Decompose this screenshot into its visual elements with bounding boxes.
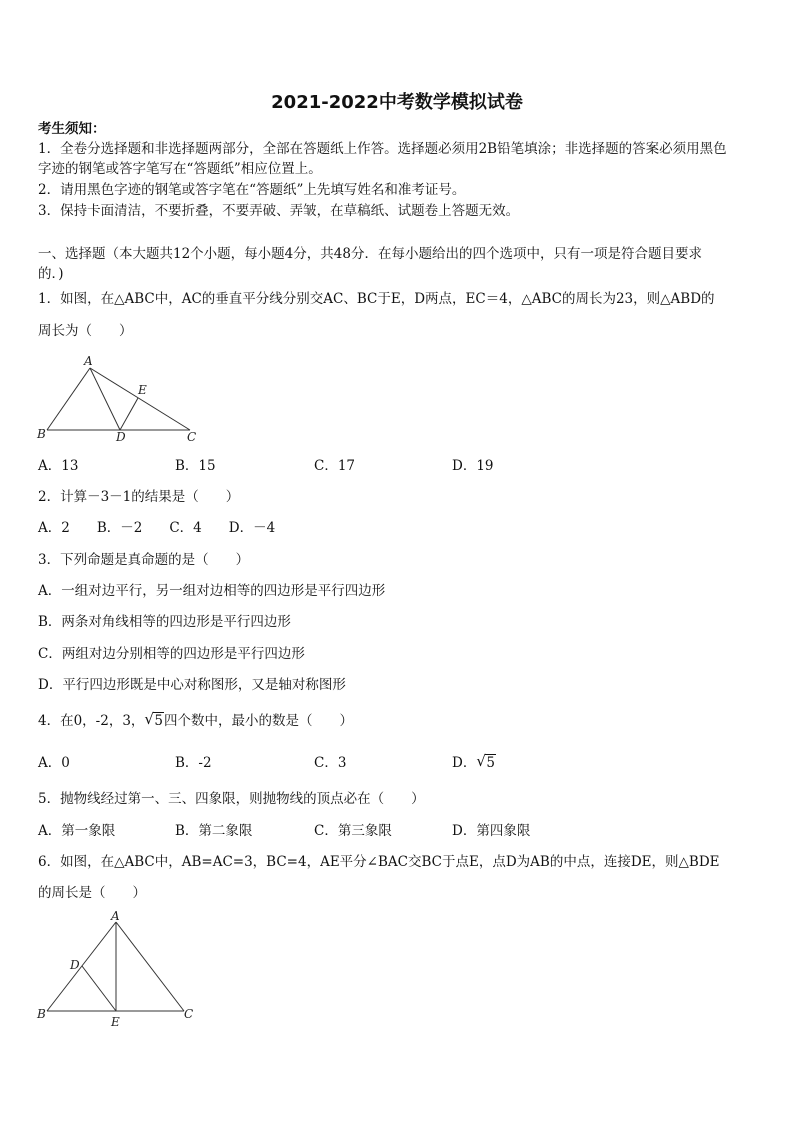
q1-segment-de (120, 398, 138, 430)
page-title: 2021-2022中考数学模拟试卷 (271, 92, 523, 113)
q1-stem-line-1: 1．如图，在△ABC中，AC的垂直平分线分别交AC、BC于E，D两点，EC＝4，△ABC的周长为23，则△ABD的 (38, 291, 715, 307)
q4-radical-sign: √ (144, 710, 154, 728)
q4-option-d (452, 754, 496, 772)
q4-sqrt-five (144, 712, 164, 730)
q4-option-b: B．-2 (175, 755, 212, 771)
q4-stem (38, 712, 353, 730)
q1-label-e: E (138, 383, 147, 397)
q4-option-d-radical-sign: √ (476, 752, 486, 770)
q6-label-e: E (111, 1015, 120, 1029)
q1-label-b: B (37, 427, 46, 441)
q1-label-a: A (84, 354, 93, 368)
q3-option-c: C．两组对边分别相等的四边形是平行四边形 (38, 646, 305, 662)
notice-line-2: 字迹的钢笔或答字笔写在“答题纸”相应位置上。 (38, 161, 322, 177)
q2-stem: 2．计算－3－1的结果是（ ） (38, 489, 240, 505)
q2-options: A．2 B．－2 C．4 D．－4 (38, 520, 276, 536)
q4-option-d-sqrt (476, 754, 496, 772)
q6-label-b: B (37, 1007, 46, 1021)
q1-label-d: D (116, 430, 126, 444)
q4-stem-post: 四个数中，最小的数是（ ） (164, 713, 354, 729)
q4-option-d-prefix: D． (452, 755, 477, 771)
q6-label-d: D (70, 958, 80, 972)
q5-option-a: A．第一象限 (38, 823, 116, 839)
section-heading-line-1: 一、选择题（本大题共12个小题，每小题4分，共48分．在每小题给出的四个选项中，只有一项是符合题目要求 (38, 246, 702, 262)
q5-option-b: B．第二象限 (175, 823, 253, 839)
q4-radicand: 5 (154, 713, 164, 729)
q6-label-c: C (184, 1007, 194, 1021)
q6-segment-de (82, 966, 116, 1011)
q1-stem-line-2: 周长为（ ） (38, 323, 133, 339)
q1-option-c: C．17 (314, 458, 356, 474)
q1-option-a: A．13 (38, 458, 79, 474)
q1-segment-ab (47, 368, 90, 430)
q1-triangle-figure (30, 350, 210, 445)
q4-option-d-radicand: 5 (486, 755, 495, 771)
q3-option-a: A．一组对边平行，另一组对边相等的四边形是平行四边形 (38, 583, 386, 599)
q4-stem-pre: 4．在0，-2，3， (38, 713, 145, 729)
q6-triangle-figure (32, 908, 202, 1033)
q3-stem: 3．下列命题是真命题的是（ ） (38, 552, 250, 568)
q4-option-a: A．0 (38, 755, 70, 771)
notice-heading: 考生须知： (38, 121, 106, 137)
q3-option-d: D．平行四边形既是中心对称图形，又是轴对称图形 (38, 677, 346, 693)
q1-option-b: B．15 (175, 458, 216, 474)
q5-option-c: C．第三象限 (314, 823, 392, 839)
q5-stem: 5．抛物线经过第一、三、四象限，则抛物线的顶点必在（ ） (38, 791, 425, 807)
notice-line-3: 2．请用黑色字迹的钢笔或答字笔在“答题纸”上先填写姓名和准考证号。 (38, 182, 466, 198)
q1-label-c: C (187, 430, 197, 444)
section-heading-line-2: 的．) (38, 266, 64, 282)
q4-option-c: C．3 (314, 755, 347, 771)
notice-line-4: 3．保持卡面清洁，不要折叠，不要弄破、弄皱，在草稿纸、试题卷上答题无效。 (38, 203, 520, 219)
q5-option-d: D．第四象限 (452, 823, 531, 839)
q6-label-a: A (111, 909, 120, 923)
q1-option-d: D．19 (452, 458, 494, 474)
notice-line-1: 1．全卷分选择题和非选择题两部分，全部在答题纸上作答。选择题必须用2B铅笔填涂；非选择题的答案必须用黑色 (38, 141, 727, 157)
q6-segment-ac (116, 922, 184, 1011)
q3-option-b: B．两条对角线相等的四边形是平行四边形 (38, 614, 291, 630)
q6-stem-line-2: 的周长是（ ） (38, 885, 146, 901)
q6-stem-line-1: 6．如图，在△ABC中，AB=AC=3，BC=4，AE平分∠BAC交BC于点E，点D为AB的中点，连接DE，则△BDE (38, 854, 720, 870)
